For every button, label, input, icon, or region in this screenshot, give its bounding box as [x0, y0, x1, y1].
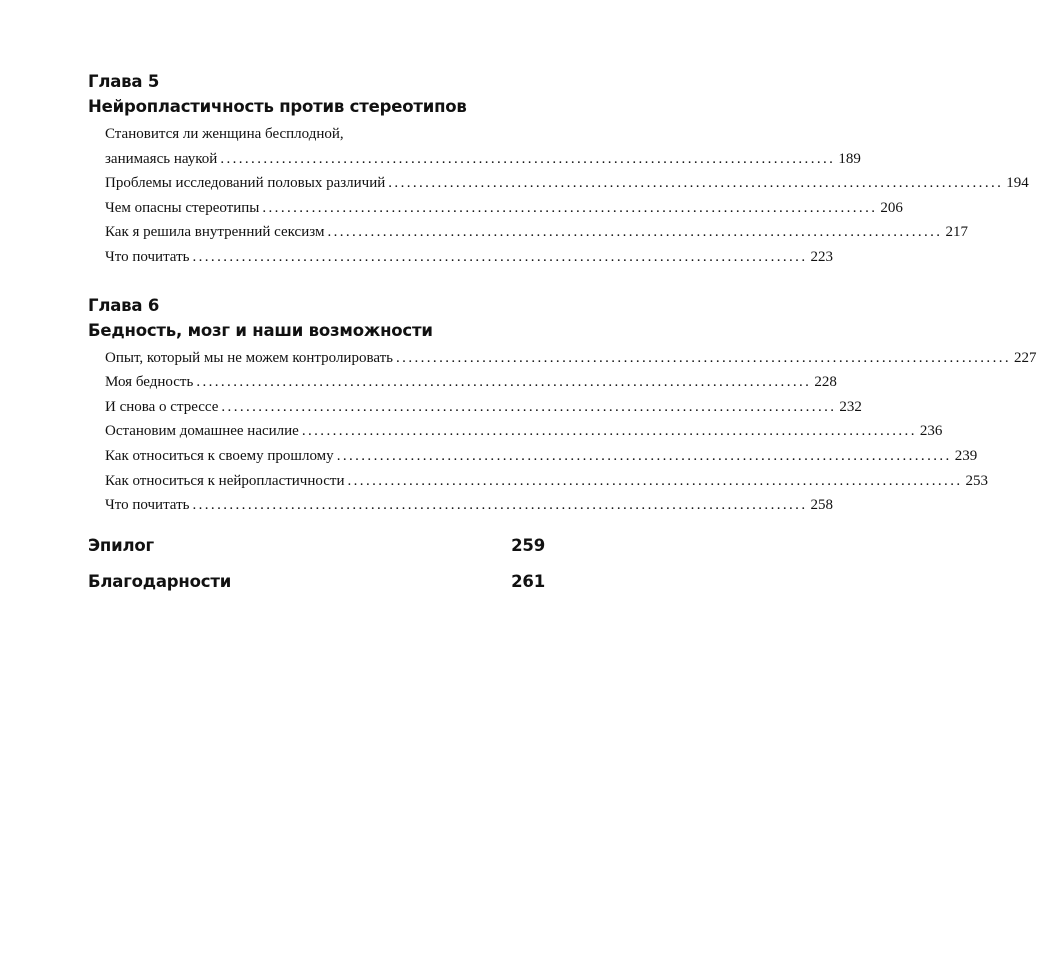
dot-leader: ....................................................................................................	[336, 447, 952, 464]
dot-leader: ....................................................................................................	[388, 175, 1004, 192]
toc-entry[interactable]	[88, 395, 862, 420]
toc-entry[interactable]	[88, 493, 833, 518]
toc-entry-page: 217	[945, 224, 968, 241]
toc-entry[interactable]	[88, 171, 1029, 196]
toc-entry-page: 258	[810, 497, 833, 514]
epilogue-title: Эпилог	[88, 535, 154, 555]
toc-entry[interactable]	[88, 220, 968, 245]
dot-leader: ....................................................................................................	[301, 423, 917, 440]
toc-entry-title: Проблемы исследований половых различий	[105, 175, 386, 192]
toc-entry-page: 189	[838, 150, 861, 167]
toc-epilogue[interactable]	[88, 528, 545, 564]
toc-entry[interactable]	[88, 196, 903, 221]
dot-leader: ....................................................................................................	[221, 398, 837, 415]
toc-entry-page: 239	[954, 447, 978, 464]
dot-leader: ....................................................................................................	[196, 374, 812, 391]
chapter-title: Нейропластичность против стереотипов	[88, 97, 467, 116]
table-of-contents	[88, 62, 1037, 600]
toc-entry-title: Что почитать	[105, 248, 190, 265]
acknowledgements-page: 261	[511, 571, 545, 591]
toc-entry-title: Как относиться к нейропластичности	[105, 472, 345, 489]
dot-leader: ....................................................................................................	[192, 248, 808, 265]
dot-leader: ....................................................................................................	[396, 349, 1012, 366]
toc-entry-page: 227	[1014, 349, 1037, 366]
dot-leader: ....................................................................................................	[347, 472, 963, 489]
toc-entry-page: 253	[965, 472, 988, 489]
dot-leader: ....................................................................................................	[262, 199, 878, 216]
toc-entry-page: 236	[919, 423, 943, 440]
toc-entry-page: 206	[880, 199, 903, 216]
toc-entry-title: Чем опасны стереотипы	[105, 199, 260, 216]
chapter-label: Глава 5	[88, 72, 160, 91]
toc-entry-page: 223	[810, 248, 833, 265]
toc-entry[interactable]	[88, 419, 943, 444]
toc-entry[interactable]	[88, 370, 837, 395]
toc-entry[interactable]	[88, 147, 861, 172]
toc-entry-title-line1: Становится ли женщина бесплодной,	[105, 126, 344, 142]
toc-entry-title: Остановим домашнее насилие	[105, 423, 299, 440]
dot-leader: ....................................................................................................	[192, 497, 808, 514]
toc-entry[interactable]	[88, 444, 978, 469]
toc-entry[interactable]	[88, 469, 988, 494]
chapter-title: Бедность, мозг и наши возможности	[88, 320, 433, 340]
toc-entry-title: Что почитать	[105, 497, 190, 514]
toc-entry-title: Как относиться к своему прошлому	[105, 447, 334, 464]
toc-entry-title: Опыт, который мы не можем контролировать	[105, 349, 394, 366]
chapter-label: Глава 6	[88, 295, 160, 315]
toc-entry[interactable]	[88, 346, 1037, 371]
epilogue-page: 259	[511, 535, 545, 555]
toc-entry-page: 228	[814, 374, 837, 391]
acknowledgements-title: Благодарности	[88, 571, 232, 591]
dot-leader: ....................................................................................................	[327, 224, 943, 241]
toc-entry-title: Как я решила внутренний сексизм	[105, 224, 325, 241]
toc-entry-title: занимаясь наукой	[105, 150, 218, 167]
toc-acknowledgements[interactable]	[88, 564, 545, 600]
toc-entry-page: 194	[1006, 175, 1029, 192]
toc-entry[interactable]	[88, 245, 833, 270]
toc-entry-page: 232	[839, 398, 862, 415]
toc-entry-title: И снова о стрессе	[105, 398, 219, 415]
toc-entry-title: Моя бедность	[105, 374, 194, 391]
dot-leader: ....................................................................................................	[220, 150, 836, 167]
